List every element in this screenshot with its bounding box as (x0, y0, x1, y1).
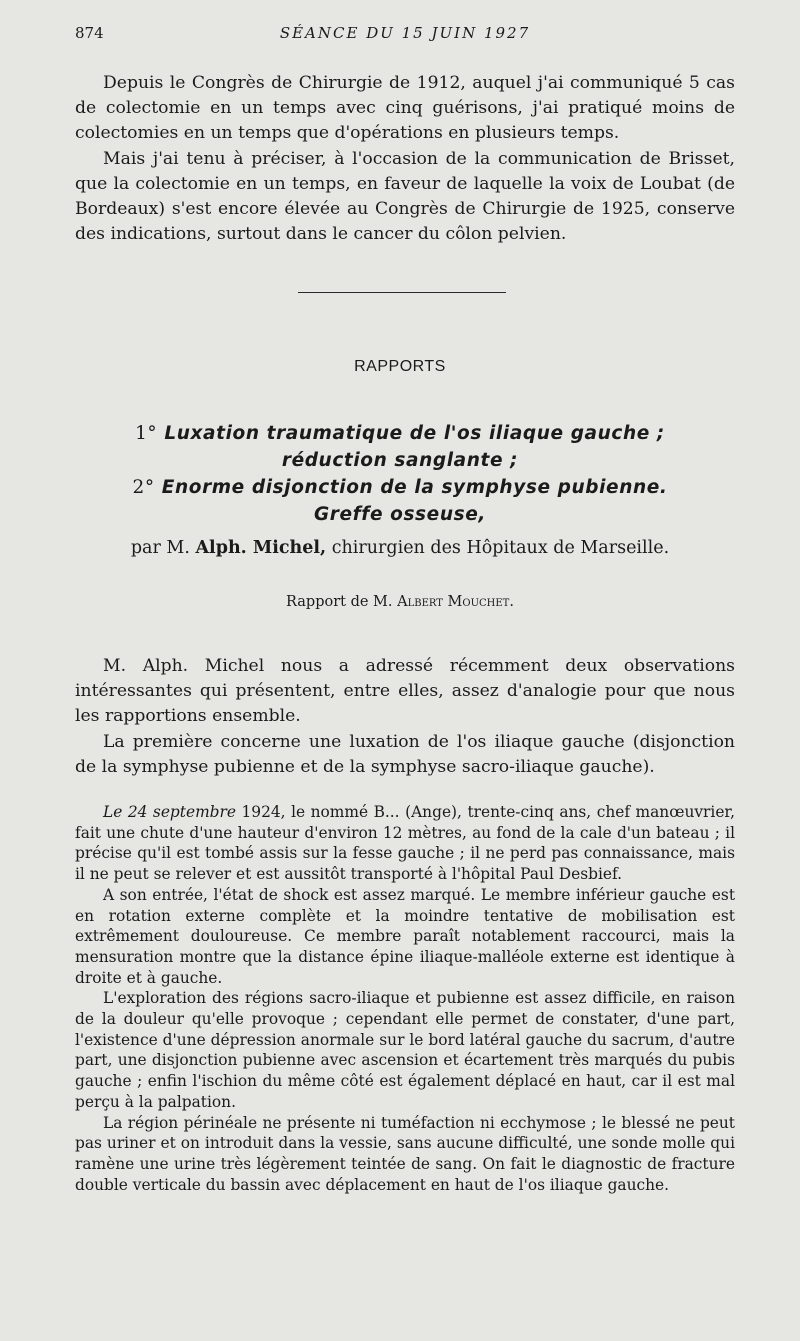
main-text (75, 654, 735, 780)
title-line (60, 474, 740, 501)
byline-affiliation: chirurgien des Hôpitaux de Marseille. (331, 538, 670, 558)
title-text: réduction sanglante ; (281, 450, 519, 471)
report-attribution (0, 594, 800, 610)
title-line (60, 447, 740, 474)
title-text: Enorme disjonction de la symphyse pubienne. (161, 477, 668, 498)
title-line (60, 420, 740, 447)
paragraph: M. Alph. Michel nous a adressé récemment deux observations intéressantes qui présentent, entre elles, assez d'analogie pour que nous les rapportions ensemble. (75, 656, 735, 727)
title-line (60, 501, 740, 528)
page-header (75, 24, 735, 48)
report-author: Albert Mouchet. (397, 594, 514, 610)
observation-date: Le 24 septembre (103, 803, 236, 821)
running-head: SÉANCE DU 15 JUIN 1927 (279, 24, 531, 42)
title-text: Greffe osseuse, (314, 504, 486, 525)
paragraph: Depuis le Congrès de Chirurgie de 1912, auquel j'ai communiqué 5 cas de colectomie en un temps avec cinq guérisons, j'ai pratiqué moins de colectomies en un temps que d'opérations en plusieurs temps. (75, 73, 735, 144)
paragraph: A son entrée, l'état de shock est assez marqué. Le membre inférieur gauche est en rotation externe complète et la moindre tentative de mobilisation est extrêmement douloureuse. Ce membre paraît notablement raccourci, mais la mensuration montre que la distance épine iliaque-malléole externe est identique à droite et à gauche. (75, 885, 735, 987)
paragraph: L'exploration des régions sacro-iliaque et pubienne est assez difficile, en raison de la douleur qu'elle provoque ; cependant elle permet de constater, d'une part, l'existence d'une dépression anormale sur le bord latéral gauche du sacrum, d'autre part, une disjonction pubienne avec ascension et écartement très marqués du pubis gauche ; enfin l'ischion du même côté est également déplacé en haut, car il est mal perçu à la palpation. (75, 989, 735, 1111)
page-number: 874 (75, 24, 104, 42)
title-number: 1° (135, 423, 158, 444)
intro-text (75, 71, 735, 247)
paragraph (75, 802, 735, 885)
byline-author: Alph. Michel, (195, 538, 327, 558)
byline (0, 538, 800, 558)
paragraph: La première concerne une luxation de l'os iliaque gauche (disjonction de la symphyse pubienne et de la symphyse sacro-iliaque gauche). (75, 731, 735, 777)
title-text: Luxation traumatique de l'os iliaque gauche ; (164, 423, 665, 444)
article-titles (60, 420, 740, 528)
observation-text (75, 802, 735, 1195)
paragraph: Mais j'ai tenu à préciser, à l'occasion de la communication de Brisset, que la colectomie en un temps, en faveur de laquelle la voix de Loubat (de Bordeaux) s'est encore élevée au Congrès de Chirurgie de 1925, conserve des indications, surtout dans le cancer du côlon pelvien. (75, 148, 735, 245)
byline-prefix: par M. (130, 538, 190, 558)
paragraph: La région périnéale ne présente ni tuméfaction ni ecchymose ; le blessé ne peut pas uriner et on introduit dans la vessie, sans aucune difficulté, une sonde molle qui ramène une urine très légèrement teintée de sang. On fait le diagnostic de fracture double verticale du bassin avec déplacement en haut de l'os iliaque gauche. (75, 1113, 735, 1194)
report-prefix: Rapport de M. (286, 594, 393, 610)
section-heading: RAPPORTS (354, 358, 446, 375)
observation-intro: 1924, le nommé B... (Ange), trente-cinq ans, chef manœuvrier, fait une chute d'une hauteur d'environ 12 mètres, au fond de la cale d'un bateau ; il précise qu'il est tombé assis sur la fesse gauche ; il ne perd pas connaissance, mais il ne peut se relever et est aussitôt transporté à l'hôpital Paul Desbief. (75, 803, 735, 884)
section-divider (298, 292, 506, 293)
title-number: 2° (132, 477, 155, 498)
